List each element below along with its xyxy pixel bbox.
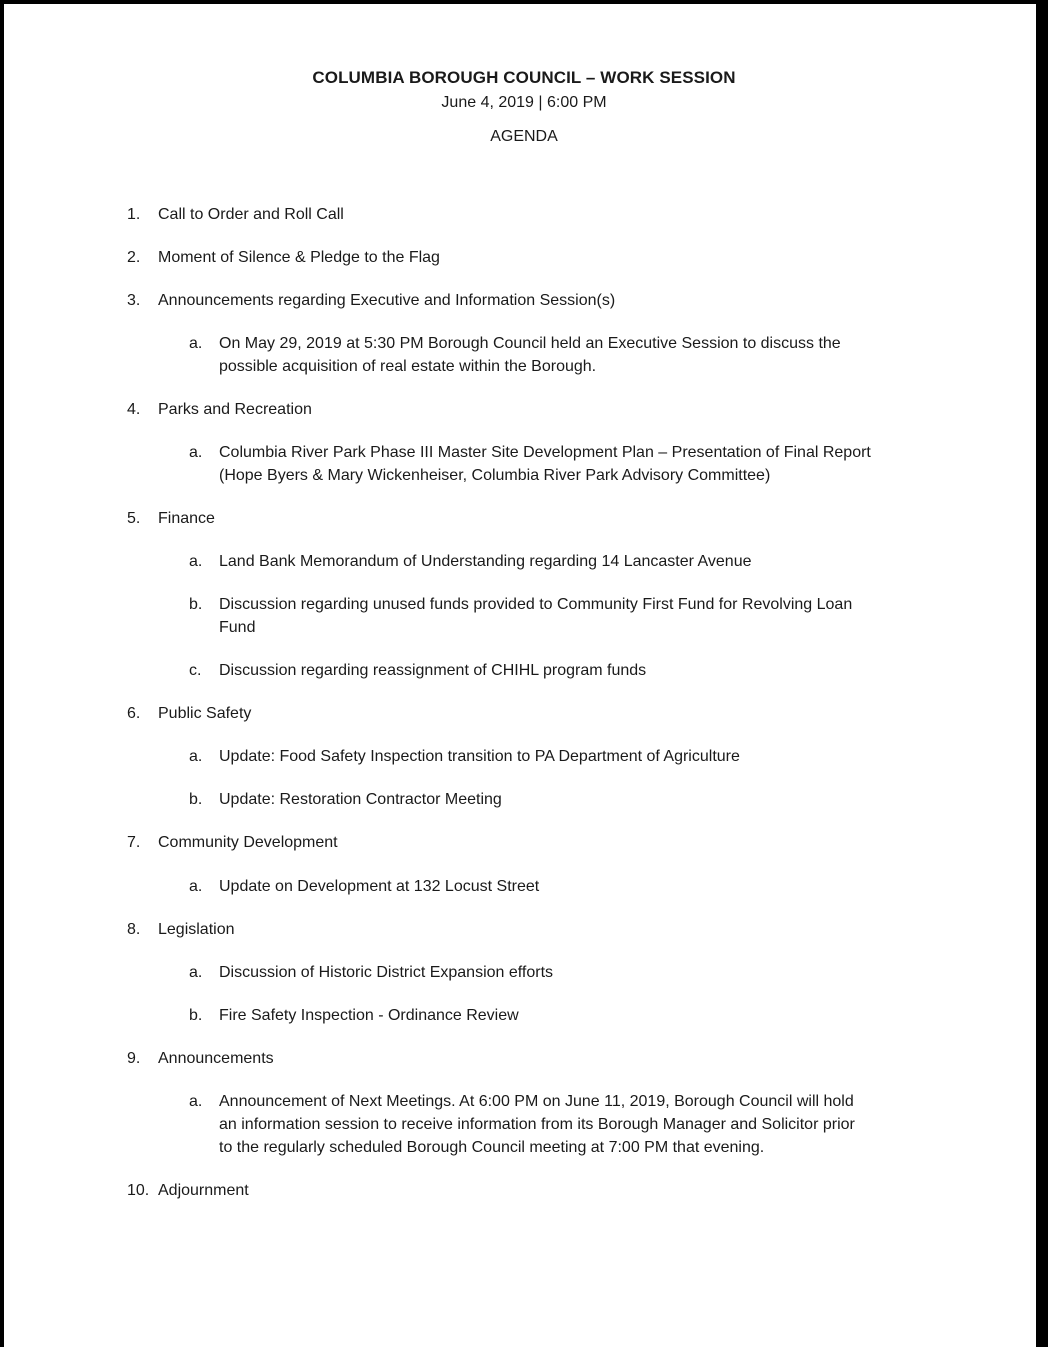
item-text: Announcements regarding Executive and Information Session(s) <box>158 292 616 309</box>
item-text: Public Safety <box>158 705 252 722</box>
sub-item-text: Discussion of Historic District Expansion efforts <box>219 964 554 981</box>
sub-item-text: Land Bank Memorandum of Understanding regarding 14 Lancaster Avenue <box>219 553 752 570</box>
sub-item-letter: a. <box>189 878 203 895</box>
sub-item-letter: a. <box>189 964 203 981</box>
item-number: 5. <box>127 510 141 527</box>
document-title: COLUMBIA BOROUGH COUNCIL – WORK SESSION <box>312 68 736 87</box>
sub-item-text: Discussion regarding reassignment of CHIHL program funds <box>219 662 647 679</box>
item-number: 8. <box>127 921 141 938</box>
sub-item-text: an information session to receive information from its Borough Manager and Solicitor prior <box>219 1116 855 1133</box>
item-number: 2. <box>127 249 141 266</box>
item-text: Finance <box>158 510 215 527</box>
sub-item-text: Columbia River Park Phase III Master Site Development Plan – Presentation of Final Report <box>219 444 871 461</box>
item-number: 7. <box>127 834 141 851</box>
item-number: 3. <box>127 292 141 309</box>
item-text: Announcements <box>158 1050 274 1067</box>
sub-item-text: On May 29, 2019 at 5:30 PM Borough Council held an Executive Session to discuss the <box>219 335 841 352</box>
meeting-date: June 4, 2019 | 6:00 PM <box>441 94 607 111</box>
sub-item-letter: a. <box>189 553 203 570</box>
sub-item-text: Update on Development at 132 Locust Street <box>219 878 540 895</box>
item-text: Call to Order and Roll Call <box>158 206 344 223</box>
sub-item-letter: c. <box>189 662 202 679</box>
item-number: 9. <box>127 1050 141 1067</box>
item-number: 4. <box>127 401 141 418</box>
sub-item-letter: a. <box>189 748 203 765</box>
item-text: Adjournment <box>158 1182 249 1199</box>
page-edge-shadow <box>1036 0 1048 1347</box>
item-number: 10. <box>127 1182 150 1199</box>
sub-item-letter: b. <box>189 596 203 613</box>
item-text: Moment of Silence & Pledge to the Flag <box>158 249 440 266</box>
sub-item-text: Fund <box>219 619 256 636</box>
item-text: Community Development <box>158 834 338 851</box>
item-number: 1. <box>127 206 141 223</box>
sub-item-letter: a. <box>189 335 203 352</box>
sub-item-text: (Hope Byers & Mary Wickenheiser, Columbia River Park Advisory Committee) <box>219 467 771 484</box>
sub-item-text: Fire Safety Inspection - Ordinance Review <box>219 1007 519 1024</box>
item-text: Parks and Recreation <box>158 401 312 418</box>
sub-item-letter: b. <box>189 1007 203 1024</box>
sub-item-text: Announcement of Next Meetings. At 6:00 PM on June 11, 2019, Borough Council will hold <box>219 1093 854 1110</box>
agenda-heading: AGENDA <box>490 128 558 145</box>
sub-item-text: possible acquisition of real estate within the Borough. <box>219 358 597 375</box>
sub-item-text: Update: Food Safety Inspection transition to PA Department of Agriculture <box>219 748 740 765</box>
sub-item-letter: a. <box>189 444 203 461</box>
sub-item-letter: a. <box>189 1093 203 1110</box>
sub-item-letter: b. <box>189 791 203 808</box>
sub-item-text: to the regularly scheduled Borough Council meeting at 7:00 PM that evening. <box>219 1139 765 1156</box>
sub-item-text: Discussion regarding unused funds provided to Community First Fund for Revolving Loan <box>219 596 853 613</box>
sub-item-text: Update: Restoration Contractor Meeting <box>219 791 502 808</box>
item-text: Legislation <box>158 921 235 938</box>
item-number: 6. <box>127 705 141 722</box>
